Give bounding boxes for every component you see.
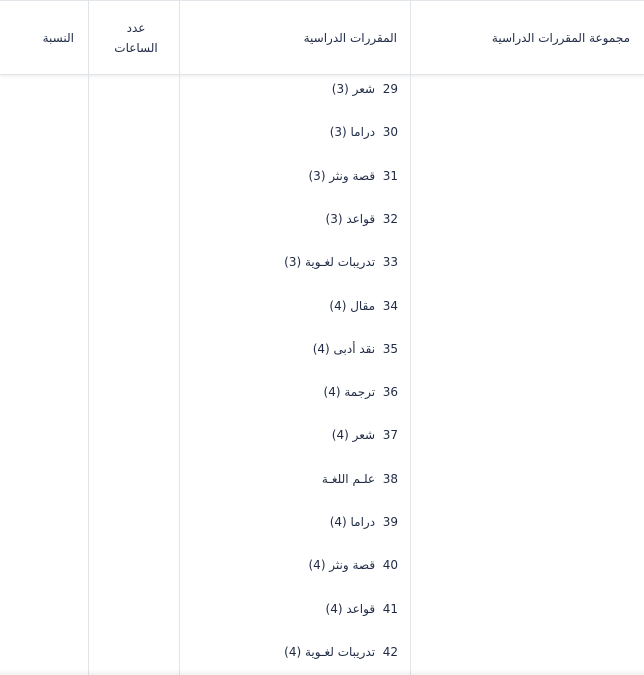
spacer bbox=[375, 342, 383, 356]
table-row bbox=[330, 512, 398, 532]
table-header bbox=[0, 1, 644, 75]
course-name: شعر (3) bbox=[331, 82, 376, 96]
course-name: شعر (4) bbox=[331, 428, 376, 443]
table-row bbox=[332, 79, 398, 99]
header-hours-line1: عدد bbox=[126, 21, 146, 35]
course-name: قواعد (3) bbox=[325, 211, 376, 226]
course-number: 32 bbox=[382, 211, 398, 226]
course-name: ترجمة (4) bbox=[323, 385, 376, 400]
course-number: 30 bbox=[382, 125, 398, 140]
spacer bbox=[375, 255, 383, 269]
course-number: 29 bbox=[382, 82, 398, 96]
spacer bbox=[375, 82, 383, 96]
header-courses: المقررات الدراسية bbox=[303, 31, 397, 45]
spacer bbox=[375, 472, 383, 486]
column-divider bbox=[179, 1, 180, 675]
spacer bbox=[375, 125, 383, 139]
spacer bbox=[375, 212, 383, 226]
table-row bbox=[284, 642, 398, 662]
course-number: 38 bbox=[382, 471, 398, 486]
course-name: قواعد (4) bbox=[325, 601, 376, 616]
course-number: 42 bbox=[382, 644, 398, 659]
course-number: 36 bbox=[382, 385, 398, 400]
course-name: علـم اللغـة bbox=[321, 471, 376, 486]
table-row bbox=[326, 599, 398, 619]
course-number: 33 bbox=[382, 255, 398, 270]
table-row bbox=[308, 555, 398, 575]
course-name: دراما (3) bbox=[329, 125, 376, 140]
column-divider bbox=[410, 1, 411, 675]
column-divider bbox=[88, 1, 89, 675]
course-number: 31 bbox=[382, 168, 398, 183]
table-row bbox=[324, 382, 399, 402]
spacer bbox=[375, 515, 383, 529]
header-hours-line2: الساعات bbox=[114, 41, 158, 55]
spacer bbox=[375, 169, 383, 183]
header-ratio: النسبة bbox=[42, 31, 74, 45]
spacer bbox=[375, 385, 383, 399]
table-row bbox=[313, 339, 398, 359]
spacer bbox=[375, 602, 383, 616]
header-hours bbox=[106, 18, 166, 58]
table-row bbox=[326, 209, 398, 229]
course-name: تدريبات لغـوية (3) bbox=[284, 255, 376, 270]
course-number: 35 bbox=[382, 341, 398, 356]
course-number: 34 bbox=[382, 298, 398, 313]
spacer bbox=[375, 299, 383, 313]
course-name: نقد أدبى (4) bbox=[312, 341, 376, 356]
course-name: قصة ونثر (3) bbox=[308, 168, 376, 183]
course-number: 41 bbox=[382, 601, 398, 616]
course-name: قصة ونثر (4) bbox=[308, 558, 376, 573]
header-group: مجموعة المقررات الدراسية bbox=[491, 31, 630, 45]
table-row bbox=[330, 122, 398, 142]
course-name: تدريبات لغـوية (4) bbox=[284, 644, 376, 659]
spacer bbox=[375, 558, 383, 572]
bottom-shadow bbox=[0, 669, 644, 675]
table-row bbox=[284, 252, 398, 272]
table-row bbox=[308, 166, 398, 186]
spacer bbox=[375, 645, 383, 659]
course-name: مقال (4) bbox=[329, 298, 376, 313]
table-row bbox=[329, 296, 398, 316]
spacer bbox=[375, 428, 383, 442]
course-number: 39 bbox=[382, 515, 398, 529]
course-name: دراما (4) bbox=[329, 515, 376, 529]
table-row bbox=[322, 469, 398, 489]
course-number: 37 bbox=[382, 428, 398, 443]
table-row bbox=[332, 425, 398, 445]
course-number: 40 bbox=[382, 558, 398, 573]
